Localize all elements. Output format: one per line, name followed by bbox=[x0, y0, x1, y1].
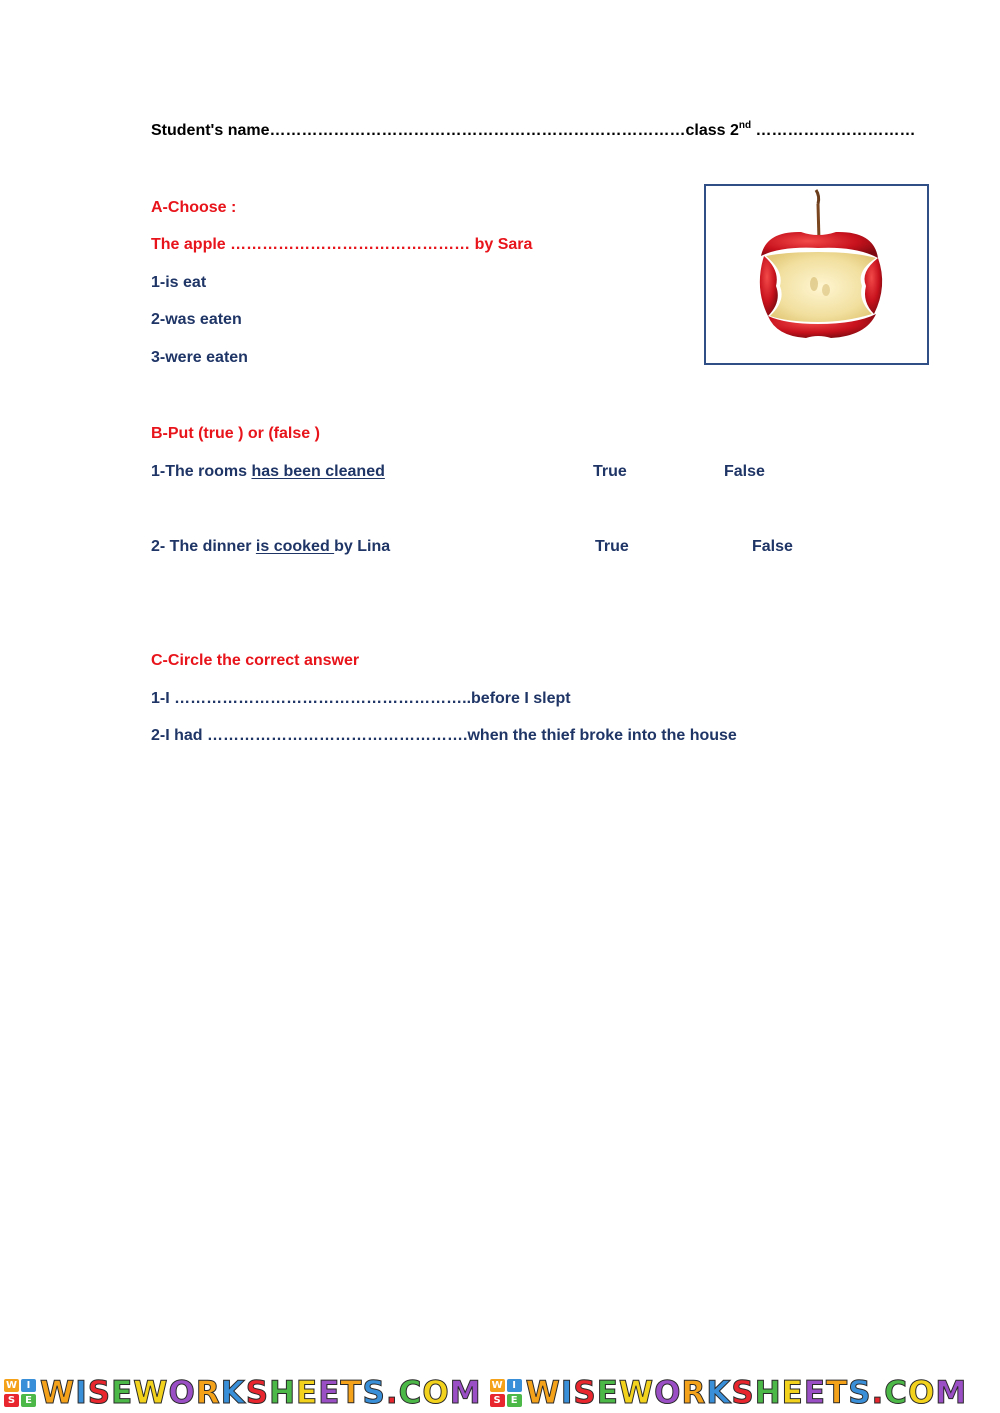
tf-question-1 bbox=[151, 462, 385, 482]
class-sup: nd bbox=[738, 120, 752, 131]
option-2[interactable]: 2-was eaten bbox=[151, 311, 242, 328]
apple-core-image bbox=[704, 184, 929, 365]
prompt-blank[interactable]: ……………………………………… bbox=[225, 236, 475, 253]
c1-prefix: 1-I bbox=[151, 690, 175, 707]
class-label: class 2 bbox=[685, 122, 739, 139]
c2-prefix: 2-I had bbox=[151, 727, 208, 744]
prompt-start: The apple bbox=[151, 236, 226, 253]
c2-suffix: when the thief broke into the house bbox=[467, 727, 737, 744]
q2-prefix: 2- The dinner bbox=[151, 538, 256, 555]
student-name-line bbox=[151, 121, 916, 141]
c1-blank[interactable]: ……………………………………………….. bbox=[174, 690, 472, 707]
apple-core-icon bbox=[706, 186, 927, 363]
q1-underlined: has been cleaned bbox=[251, 463, 385, 480]
section-b-title: B-Put (true ) or (false ) bbox=[151, 425, 320, 442]
circle-question-1 bbox=[151, 689, 571, 709]
q1-true-option[interactable] bbox=[589, 462, 627, 482]
q1-false-option[interactable]: False bbox=[724, 463, 765, 480]
q2-underlined: is cooked bbox=[255, 538, 335, 555]
brand-text: WISEWORKSHEETS.COM bbox=[525, 1374, 968, 1411]
brand-logo-1 bbox=[4, 1376, 482, 1410]
brand-icon: W I S E bbox=[4, 1379, 36, 1407]
option-3[interactable]: 3-were eaten bbox=[151, 349, 248, 366]
option-1[interactable]: 1-is eat bbox=[151, 274, 207, 291]
student-name-label: Student's name bbox=[151, 122, 270, 139]
prompt-end: by Sara bbox=[474, 236, 533, 253]
tf-question-2 bbox=[151, 537, 390, 557]
brand-icon: W I S E bbox=[490, 1379, 522, 1407]
brand-logo-2 bbox=[490, 1376, 968, 1410]
c2-blank[interactable]: …………………………………………. bbox=[207, 727, 468, 744]
class-blank[interactable]: ………………………… bbox=[751, 122, 916, 139]
q1-true-label: True bbox=[593, 463, 627, 480]
q2-false-option[interactable]: False bbox=[752, 538, 793, 555]
brand-text: WISEWORKSHEETS.COM bbox=[40, 1374, 482, 1411]
student-name-blank[interactable]: …………………………………………………………………… bbox=[269, 122, 686, 139]
q2-suffix: by Lina bbox=[334, 538, 391, 555]
q1-prefix: 1-The rooms bbox=[151, 463, 252, 480]
section-c-title: C-Circle the correct answer bbox=[151, 652, 360, 669]
circle-question-2 bbox=[151, 726, 737, 746]
q2-true-option[interactable]: True bbox=[595, 538, 629, 555]
c1-suffix: before I slept bbox=[471, 690, 571, 707]
section-a-prompt bbox=[151, 235, 532, 255]
section-a-title: A-Choose : bbox=[151, 199, 237, 216]
footer-watermark bbox=[0, 1372, 1000, 1413]
